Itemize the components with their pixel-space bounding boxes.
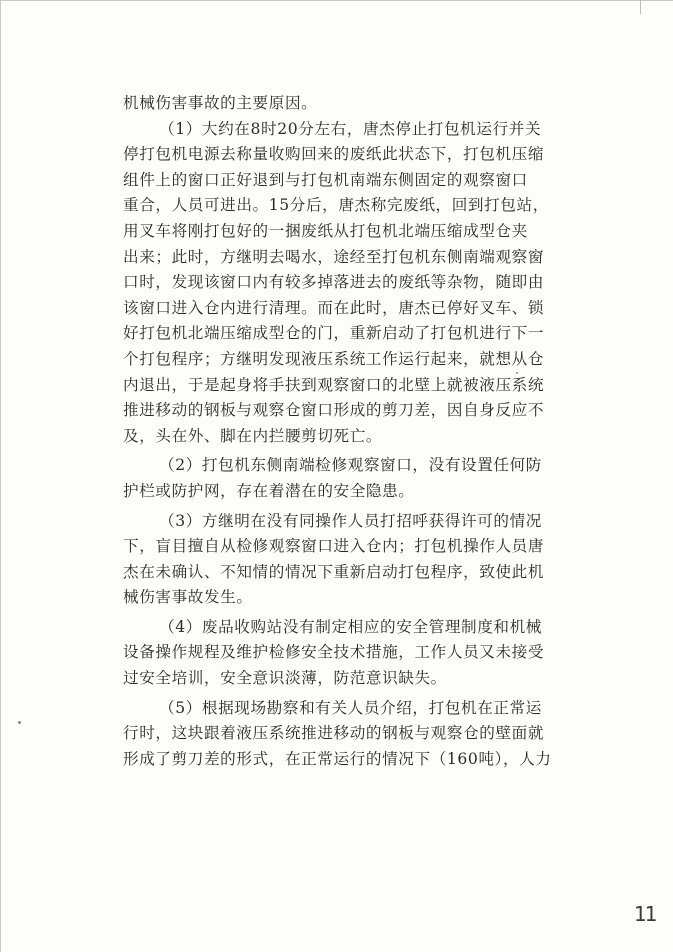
scan-speck xyxy=(516,372,518,374)
text-line: 护栏或防护网，存在着潜在的安全隐患。 xyxy=(123,481,415,500)
paragraph-2-start: （2）打包机东侧南端检修观察窗口，没有设置任何防 xyxy=(159,456,542,475)
text-line: 重合，人员可进出。15分后，唐杰称完废纸，回到打包站， xyxy=(123,196,549,215)
scan-speck xyxy=(18,721,21,724)
text-line: 及，头在外、脚在内拦腰剪切死亡。 xyxy=(123,426,383,445)
paragraph-3-start: （3）方继明在没有同操作人员打招呼获得许可的情况 xyxy=(159,511,542,530)
text-line: 推进移动的钢板与观察仓窗口形成的剪刀差，因自身反应不 xyxy=(123,401,545,420)
text-line: 组件上的窗口正好退到与打包机南端东侧固定的观察窗口 xyxy=(123,170,528,189)
text-line: 行时，这块跟着液压系统推进移动的钢板与观察仓的壁面就 xyxy=(123,724,545,743)
text-line: 好打包机北端压缩成型仓的门，重新启动了打包机进行下一 xyxy=(123,324,545,343)
text-line: 用叉车将刚打包好的一捆废纸从打包机北端压缩成型仓夹 xyxy=(123,221,528,240)
text-line: 该窗口进入仓内进行清理。而在此时，唐杰已停好叉车、锁 xyxy=(123,298,545,317)
document-body xyxy=(123,91,595,772)
page-number: 11 xyxy=(634,902,656,926)
paragraph-5-start: （5）根据现场勘察和有关人员介绍，打包机在正常运 xyxy=(159,698,542,717)
text-line: 出来；此时，方继明去喝水，途经至打包机东侧南端观察窗 xyxy=(123,247,545,266)
text-line: 设备操作规程及维护检修安全技术措施，工作人员又未接受 xyxy=(123,643,545,662)
paragraph-1-start: （1）大约在8时20分左右，唐杰停止打包机运行并关 xyxy=(159,119,542,138)
text-line: 口时，发现该窗口内有较多掉落进去的废纸等杂物，随即由 xyxy=(123,273,545,292)
text-line: 械伤害事故发生。 xyxy=(123,588,253,607)
text-line: 下，盲目擅自从检修观察窗口进入仓内；打包机操作人员唐 xyxy=(123,537,545,556)
text-line: 个打包程序；方继明发现液压系统工作运行起来，就想从仓 xyxy=(123,349,545,368)
text-line: 停打包机电源去称量收购回来的废纸此状态下，打包机压缩 xyxy=(123,145,545,164)
text-line: 形成了剪刀差的形式，在正常运行的情况下（160吨），人力 xyxy=(123,749,552,768)
text-line: 杰在未确认、不知情的情况下重新启动打包程序，致使此机 xyxy=(123,562,545,581)
text-line: 机械伤害事故的主要原因。 xyxy=(123,94,318,112)
paragraph-4-start: （4）废品收购站没有制定相应的安全管理制度和机械 xyxy=(159,617,542,636)
text-line: 过安全培训，安全意识淡薄，防范意识缺失。 xyxy=(123,669,447,688)
text-line: 内退出，于是起身将手扶到观察窗口的北壁上就被液压系统 xyxy=(123,375,545,394)
scan-edge-mark xyxy=(640,0,641,14)
